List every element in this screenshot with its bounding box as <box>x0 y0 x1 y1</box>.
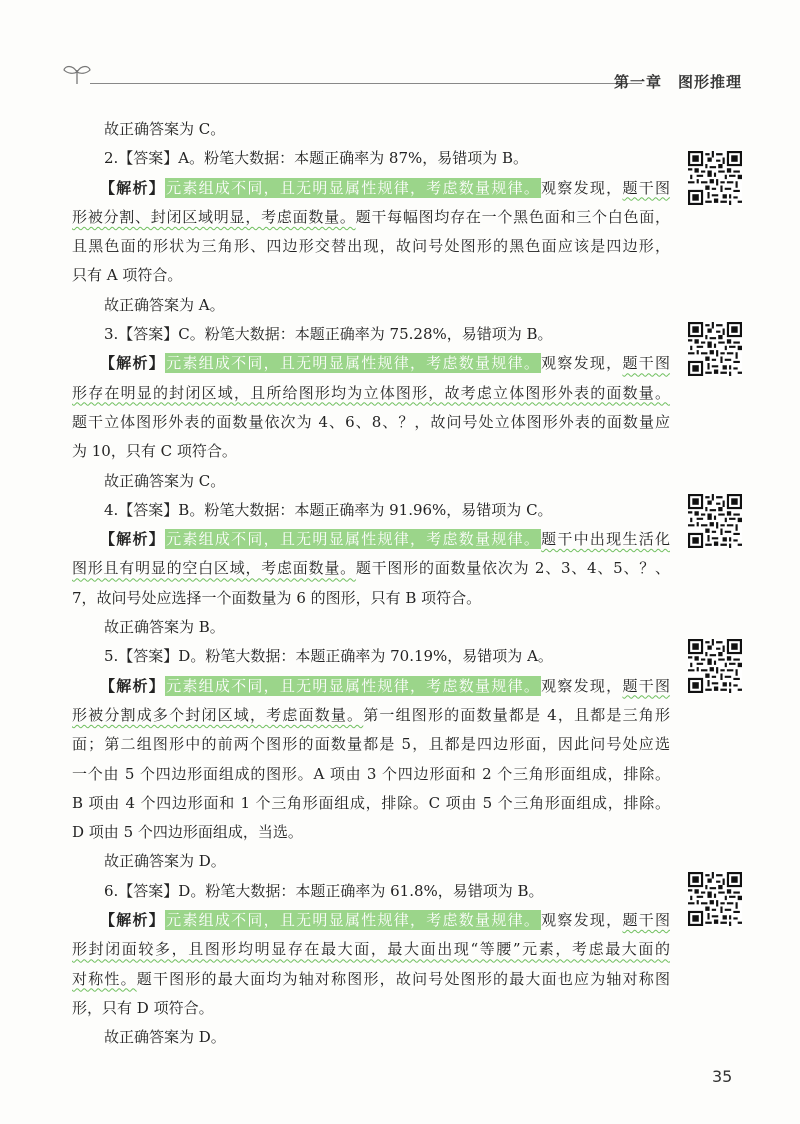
analysis-tag: 【解析】 <box>100 911 166 930</box>
analysis-line: 【解析】元素组成不同，且无明显属性规律，考虑数量规律。题干中出现生活化 <box>100 530 670 549</box>
analysis-line: 形存在明显的封闭区域，且所给图形均为立体图形，故考虑立体图形外表的面数量。 <box>72 383 670 402</box>
analysis-line: 【解析】元素组成不同，且无明显属性规律，考虑数量规律。观察发现，题干图 <box>100 354 670 373</box>
analysis-line: 对称性。题干图形的最大面均为轴对称图形，故问号处图形的最大面也应为轴对称图 <box>72 969 670 988</box>
answer-explanations <box>72 115 670 1053</box>
conclusion-line: 故正确答案为 B。 <box>104 618 225 637</box>
conclusion-line: 故正确答案为 D。 <box>104 852 226 871</box>
analysis-line: 且黑色面的形状为三角形、四边形交替出现，故问号处图形的黑色面应该是四边形， <box>72 237 670 256</box>
header-rule <box>90 83 642 84</box>
qr-code-icon <box>688 151 742 205</box>
answer-line: 2.【答案】A。粉笔大数据：本题正确率为 87%，易错项为 B。 <box>104 149 529 168</box>
analysis-line: 形被分割、封闭区域明显，考虑面数量。题干每幅图均存在一个黑色面和三个白色面， <box>72 207 670 226</box>
analysis-line: 形被分割成多个封闭区域，考虑面数量。第一组图形的面数量都是 4，且都是三角形 <box>72 705 670 724</box>
analysis-tag: 【解析】 <box>100 530 166 549</box>
analysis-line: 【解析】元素组成不同，且无明显属性规律，考虑数量规律。观察发现，题干图 <box>100 911 670 930</box>
answer-line: 4.【答案】B。粉笔大数据：本题正确率为 91.96%，易错项为 C。 <box>104 500 553 519</box>
page-header <box>62 58 752 98</box>
analysis-tag: 【解析】 <box>100 178 166 197</box>
qr-code-icon <box>688 639 742 693</box>
conclusion-line: 故正确答案为 C。 <box>104 120 226 138</box>
answer-line: 6.【答案】D。粉笔大数据：本题正确率为 61.8%，易错项为 B。 <box>104 881 544 900</box>
conclusion-line: 故正确答案为 A。 <box>104 295 225 314</box>
sprout-icon <box>62 60 92 86</box>
highlighted-text: 元素组成不同，且无明显属性规律，考虑数量规律。 <box>166 354 541 373</box>
analysis-line: 为 10，只有 C 项符合。 <box>72 442 237 461</box>
analysis-line: B 项由 4 个四边形面和 1 个三角形面组成，排除。C 项由 5 个三角形面组成，排除。 <box>72 793 670 812</box>
analysis-line: 一个由 5 个四边形面组成的图形。A 项由 3 个四边形面和 2 个三角形面组成，排除。 <box>72 764 670 783</box>
chapter-title: 第一章 图形推理 <box>613 73 742 91</box>
page-number: 35 <box>712 1067 733 1086</box>
analysis-line: 7，故问号处应选择一个面数量为 6 的图形，只有 B 项符合。 <box>72 588 482 607</box>
highlighted-text: 元素组成不同，且无明显属性规律，考虑数量规律。 <box>166 178 541 197</box>
highlighted-text: 元素组成不同，且无明显属性规律，考虑数量规律。 <box>166 911 541 930</box>
analysis-tag: 【解析】 <box>100 354 166 373</box>
analysis-tag: 【解析】 <box>100 676 166 695</box>
highlighted-text: 元素组成不同，且无明显属性规律，考虑数量规律。 <box>166 530 541 549</box>
highlighted-text: 元素组成不同，且无明显属性规律，考虑数量规律。 <box>166 676 541 695</box>
analysis-line: 面；第二组图形中的前两个图形的面数量都是 5，且都是四边形面，因此问号处应选 <box>72 735 670 754</box>
qr-code-icon <box>688 322 742 376</box>
analysis-line: D 项由 5 个四边形面组成，当选。 <box>72 823 303 842</box>
answer-line: 3.【答案】C。粉笔大数据：本题正确率为 75.28%，易错项为 B。 <box>104 325 553 344</box>
analysis-line: 【解析】元素组成不同，且无明显属性规律，考虑数量规律。观察发现，题干图 <box>100 676 670 695</box>
analysis-line: 题干立体图形外表的面数量依次为 4、6、8、？，故问号处立体图形外表的面数量应 <box>72 412 670 431</box>
analysis-line: 图形且有明显的空白区域，考虑面数量。题干图形的面数量依次为 2、3、4、5、？、 <box>72 559 670 578</box>
analysis-line: 只有 A 项符合。 <box>72 266 183 285</box>
qr-code-icon <box>688 872 742 926</box>
qr-code-icon <box>688 494 742 548</box>
analysis-line: 【解析】元素组成不同，且无明显属性规律，考虑数量规律。观察发现，题干图 <box>100 178 670 197</box>
answer-line: 5.【答案】D。粉笔大数据：本题正确率为 70.19%，易错项为 A。 <box>104 647 553 666</box>
analysis-line: 形，只有 D 项符合。 <box>72 998 214 1017</box>
conclusion-line: 故正确答案为 C。 <box>104 471 226 490</box>
analysis-line: 形封闭面较多，且图形均明显存在最大面，最大面出现“等腰”元素，考虑最大面的 <box>72 940 670 959</box>
conclusion-line: 故正确答案为 D。 <box>104 1028 226 1047</box>
